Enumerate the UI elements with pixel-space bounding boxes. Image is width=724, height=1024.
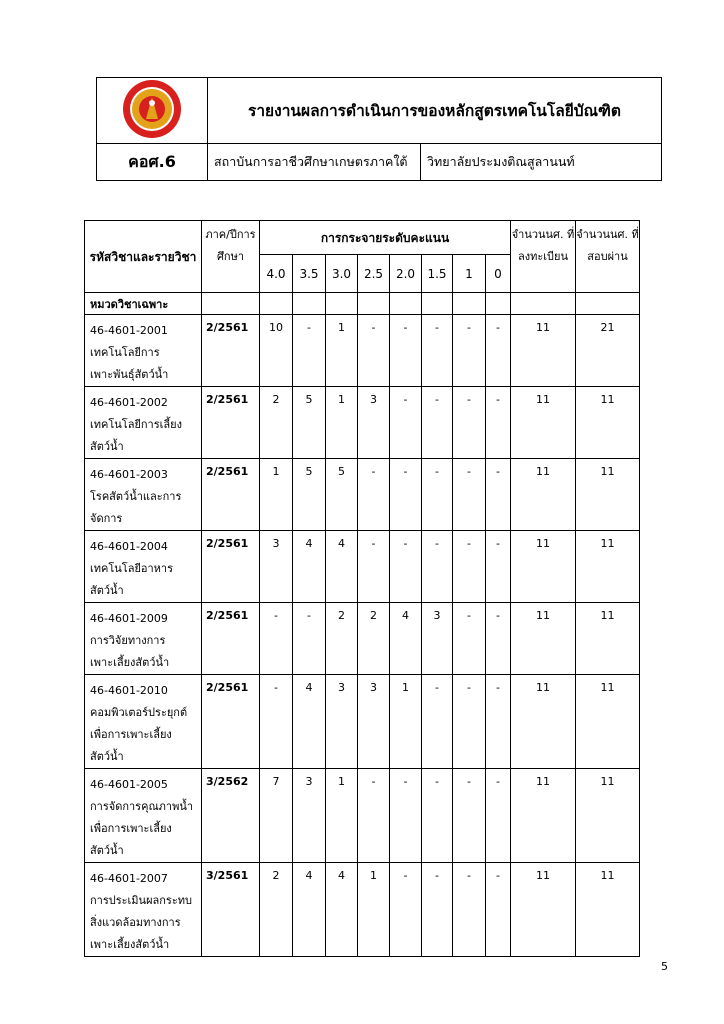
grade-count-cell: - <box>390 315 422 387</box>
grade-count-cell: - <box>422 863 453 957</box>
grade-header-cell: 2.0 <box>390 255 422 293</box>
grade-count-cell: - <box>293 315 326 387</box>
subject-line: สิ่งแวดล้อมทางการ <box>90 916 181 929</box>
subject-line: เทคโนโลยีการ <box>90 346 160 359</box>
college-name: วิทยาลัยประมงติณสูลานนท์ <box>421 144 662 181</box>
registered-cell: 11 <box>511 459 576 531</box>
grade-count-cell: - <box>422 315 453 387</box>
subject-line: 46-4601-2004 <box>90 540 168 553</box>
passed-cell: 21 <box>576 315 640 387</box>
subject-line: สัตว์น้ำ <box>90 750 124 763</box>
report-header <box>96 77 662 181</box>
registered-cell: 11 <box>511 769 576 863</box>
subject-line: การจัดการคุณภาพน้ำ <box>90 800 194 813</box>
grade-header-cell: 3.5 <box>293 255 326 293</box>
grade-count-cell: 3 <box>326 675 358 769</box>
grade-count-cell: - <box>486 459 511 531</box>
subject-line: 46-4601-2009 <box>90 612 168 625</box>
subject-line: สัตว์น้ำ <box>90 844 124 857</box>
grade-count-cell: - <box>358 459 390 531</box>
grade-count-cell: 1 <box>326 387 358 459</box>
subject-line: 46-4601-2001 <box>90 324 168 337</box>
subject-header <box>85 221 202 293</box>
grade-count-cell: - <box>390 459 422 531</box>
form-code: คอศ.6 <box>97 144 208 181</box>
grade-count-cell: - <box>453 863 486 957</box>
grade-count-cell: - <box>422 387 453 459</box>
grade-count-cell: 3 <box>422 603 453 675</box>
table-row <box>85 315 640 387</box>
grade-count-cell: - <box>422 459 453 531</box>
subject-line: 46-4601-2007 <box>90 872 168 885</box>
term-cell: 3/2562 <box>202 769 260 863</box>
grade-count-cell: - <box>453 315 486 387</box>
grade-count-cell: - <box>390 863 422 957</box>
grade-count-cell: 4 <box>293 675 326 769</box>
grade-count-cell: - <box>486 315 511 387</box>
grade-count-cell: - <box>358 315 390 387</box>
table-row <box>85 603 640 675</box>
passed-cell: 11 <box>576 459 640 531</box>
subject-header-text: รหัสวิชาและรายวิชา <box>89 249 197 264</box>
grade-count-cell: - <box>453 769 486 863</box>
grade-count-cell: - <box>486 531 511 603</box>
institution-logo <box>112 79 192 139</box>
grade-header-cell: 1.5 <box>422 255 453 293</box>
subject-line: เทคโนโลยีการเลี้ยง <box>90 418 182 431</box>
table-row <box>85 459 640 531</box>
grade-count-cell: 3 <box>293 769 326 863</box>
grade-count-cell: - <box>486 863 511 957</box>
subject-line: จัดการ <box>90 512 123 525</box>
grade-count-cell: - <box>486 603 511 675</box>
passed-cell: 11 <box>576 531 640 603</box>
passed-cell: 11 <box>576 863 640 957</box>
grade-count-cell: 4 <box>326 863 358 957</box>
subject-line: สัตว์น้ำ <box>90 440 124 453</box>
grade-count-cell: 7 <box>260 769 293 863</box>
grade-count-cell: 4 <box>293 531 326 603</box>
grade-header-cell: 0 <box>486 255 511 293</box>
grade-count-cell: 3 <box>358 675 390 769</box>
page-number: 5 <box>661 960 668 973</box>
grade-count-cell: - <box>422 675 453 769</box>
grade-count-cell: - <box>358 531 390 603</box>
table-body <box>85 315 640 957</box>
registered-cell: 11 <box>511 675 576 769</box>
grade-count-cell: - <box>486 387 511 459</box>
grade-count-cell: 3 <box>358 387 390 459</box>
grade-count-cell: - <box>486 769 511 863</box>
grade-count-cell: - <box>358 769 390 863</box>
grade-count-cell: - <box>453 459 486 531</box>
subject-line: เทคโนโลยีอาหาร <box>90 562 174 575</box>
grade-count-cell: - <box>260 675 293 769</box>
subject-cell <box>85 315 202 387</box>
grade-count-cell: - <box>422 769 453 863</box>
table-row <box>85 675 640 769</box>
grade-count-cell: 3 <box>260 531 293 603</box>
subject-line: เพื่อการเพาะเลี้ยง <box>90 728 172 741</box>
term-cell: 2/2561 <box>202 387 260 459</box>
subject-line: เพื่อการเพาะเลี้ยง <box>90 822 172 835</box>
subject-cell <box>85 769 202 863</box>
report-title: รายงานผลการดำเนินการของหลักสูตรเทคโนโลยีบัณฑิต <box>208 78 662 144</box>
institute-name: สถาบันการอาชีวศึกษาเกษตรภาคใต้ <box>208 144 421 181</box>
subject-line: เพาะพันธุ์สัตว์น้ำ <box>90 368 169 381</box>
passed-cell: 11 <box>576 675 640 769</box>
grade-count-cell: - <box>453 603 486 675</box>
subject-line: การวิจัยทางการ <box>90 634 166 647</box>
term-header: ภาค/ปีการศึกษา <box>202 221 260 293</box>
passed-header: จำนวนนศ. ที่สอบผ่าน <box>576 221 640 293</box>
registered-cell: 11 <box>511 531 576 603</box>
grade-count-cell: 1 <box>390 675 422 769</box>
grade-count-cell: - <box>453 675 486 769</box>
passed-cell: 11 <box>576 769 640 863</box>
grade-header-cell: 1 <box>453 255 486 293</box>
grade-count-cell: - <box>453 531 486 603</box>
subject-line: 46-4601-2010 <box>90 684 168 697</box>
grade-count-cell: 1 <box>326 769 358 863</box>
grade-count-cell: - <box>453 387 486 459</box>
registered-cell: 11 <box>511 315 576 387</box>
subject-cell <box>85 675 202 769</box>
grade-header-cell: 2.5 <box>358 255 390 293</box>
grade-count-cell: 1 <box>260 459 293 531</box>
grade-distribution-table <box>84 220 640 957</box>
subject-line: เพาะเลี้ยงสัตว์น้ำ <box>90 656 170 669</box>
table-row <box>85 531 640 603</box>
grade-count-cell: - <box>422 531 453 603</box>
grade-count-cell: 4 <box>390 603 422 675</box>
grade-count-cell: - <box>486 675 511 769</box>
term-cell: 2/2561 <box>202 315 260 387</box>
subject-line: การประเมินผลกระทบ <box>90 894 192 907</box>
passed-cell: 11 <box>576 603 640 675</box>
grade-count-cell: 4 <box>326 531 358 603</box>
table-row <box>85 387 640 459</box>
subject-cell <box>85 531 202 603</box>
registered-cell: 11 <box>511 603 576 675</box>
category-label: หมวดวิชาเฉพาะ <box>85 293 202 315</box>
subject-cell <box>85 387 202 459</box>
grade-count-cell: 4 <box>293 863 326 957</box>
term-cell: 2/2561 <box>202 675 260 769</box>
term-cell: 2/2561 <box>202 531 260 603</box>
logo-cell <box>97 78 208 144</box>
registered-cell: 11 <box>511 863 576 957</box>
subject-line: 46-4601-2003 <box>90 468 168 481</box>
grade-count-cell: 5 <box>293 387 326 459</box>
registered-cell: 11 <box>511 387 576 459</box>
grade-count-cell: - <box>260 603 293 675</box>
term-cell: 2/2561 <box>202 603 260 675</box>
subject-line: คอมพิวเตอร์ประยุกต์ <box>90 706 188 719</box>
registered-header: จำนวนนศ. ที่ลงทะเบียน <box>511 221 576 293</box>
grade-count-cell: 1 <box>358 863 390 957</box>
grade-count-cell: - <box>293 603 326 675</box>
subject-line: โรคสัตว์น้ำและการ <box>90 490 182 503</box>
table-row <box>85 863 640 957</box>
table-row <box>85 769 640 863</box>
distribution-header: การกระจายระดับคะแนน <box>260 221 511 255</box>
term-cell: 2/2561 <box>202 459 260 531</box>
grade-header-cell: 3.0 <box>326 255 358 293</box>
grade-count-cell: 5 <box>293 459 326 531</box>
subject-cell <box>85 459 202 531</box>
subject-line: สัตว์น้ำ <box>90 584 124 597</box>
grade-count-cell: 2 <box>358 603 390 675</box>
grade-count-cell: 2 <box>260 863 293 957</box>
grade-count-cell: 5 <box>326 459 358 531</box>
grade-count-cell: - <box>390 387 422 459</box>
subject-line: 46-4601-2002 <box>90 396 168 409</box>
subject-cell <box>85 863 202 957</box>
grade-count-cell: - <box>390 531 422 603</box>
passed-cell: 11 <box>576 387 640 459</box>
term-cell: 3/2561 <box>202 863 260 957</box>
grade-count-cell: - <box>390 769 422 863</box>
subject-line: 46-4601-2005 <box>90 778 168 791</box>
grade-count-cell: 10 <box>260 315 293 387</box>
subject-cell <box>85 603 202 675</box>
grade-header-cell: 4.0 <box>260 255 293 293</box>
grade-count-cell: 2 <box>260 387 293 459</box>
grade-count-cell: 2 <box>326 603 358 675</box>
subject-line: เพาะเลี้ยงสัตว์น้ำ <box>90 938 170 951</box>
grade-count-cell: 1 <box>326 315 358 387</box>
